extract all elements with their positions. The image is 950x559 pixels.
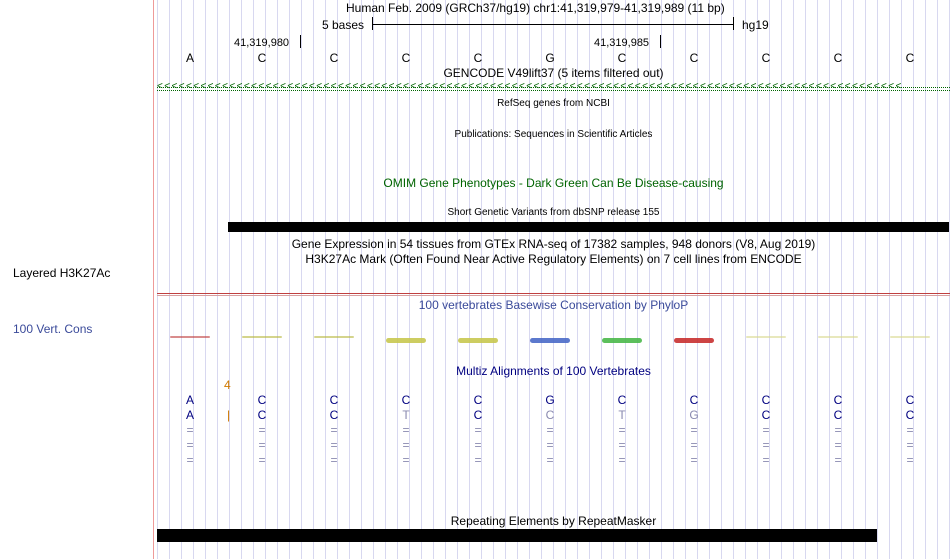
phylop-logo [170, 336, 210, 338]
conserved-base-marker: = [258, 453, 266, 467]
gencode-strand-arrows: <<<<<<<<<<<<<<<<<<<<<<<<<<<<<<<<<<<<<<<<<<<<<<<<<<<<<<<<<<<<<<<<<<<<<<<<<<<<<<<<<<<<<<<<<<<<<<<<<<<<<<< [157, 81, 903, 92]
conserved-base-marker: = [474, 423, 482, 437]
reference-base: C [761, 51, 771, 65]
rhesus-base: C [905, 408, 915, 422]
conserved-base-marker: = [258, 438, 266, 452]
rhesus-base: A [185, 408, 194, 422]
phylop-logo [818, 336, 858, 338]
ruler-tick-1 [300, 35, 301, 48]
assembly-position: Human Feb. 2009 (GRCh37/hg19) chr1:41,319,979-41,319,989 (11 bp) [346, 1, 725, 15]
human-base: C [473, 393, 483, 407]
scale-bar-label: 5 bases [322, 18, 365, 32]
phylop-top-line-2 [157, 295, 950, 296]
scale-bar-right-tick [733, 17, 734, 30]
conserved-base-marker: = [690, 438, 698, 452]
reference-base: C [833, 51, 843, 65]
rhesus-base: C [257, 408, 267, 422]
human-base: C [761, 393, 771, 407]
gencode-track-title: GENCODE V49lift37 (5 items filtered out) [443, 66, 664, 80]
phylop-logo [386, 338, 426, 343]
conserved-base-marker: = [618, 423, 626, 437]
phylop-logo [602, 338, 642, 343]
ruler-pos-1: 41,319,980 [234, 37, 290, 49]
conserved-base-marker: = [402, 423, 410, 437]
conserved-base-marker: = [690, 453, 698, 467]
conserved-base-marker: = [762, 438, 770, 452]
reference-base: C [473, 51, 483, 65]
dbsnp-feature[interactable] [228, 222, 949, 232]
reference-base: A [185, 51, 194, 65]
reference-base: C [401, 51, 411, 65]
repeatmasker-feature[interactable] [157, 529, 877, 542]
conserved-base-marker: = [618, 453, 626, 467]
conserved-base-marker: = [186, 438, 194, 452]
pubs-track-title: Publications: Sequences in Scientific Articles [454, 129, 653, 140]
conserved-base-marker: = [690, 423, 698, 437]
phylop-logo [530, 338, 570, 343]
conserved-base-marker: = [330, 438, 338, 452]
conserved-base-marker: = [402, 438, 410, 452]
conserved-base-marker: = [618, 438, 626, 452]
human-base: G [545, 393, 555, 407]
conserved-base-marker: = [906, 423, 914, 437]
rhesus-base: T [402, 408, 410, 422]
rhesus-base: C [761, 408, 771, 422]
conserved-base-marker: = [330, 423, 338, 437]
reference-base: C [617, 51, 627, 65]
conserved-base-marker: = [546, 438, 554, 452]
refseq-track-title: RefSeq genes from NCBI [497, 98, 610, 109]
phylop-logo [314, 336, 354, 338]
conserved-base-marker: = [906, 453, 914, 467]
human-base: C [833, 393, 843, 407]
conserved-base-marker: = [834, 423, 842, 437]
rhesus-base: C [833, 408, 843, 422]
h3k27ac-track-title: H3K27Ac Mark (Often Found Near Active Regulatory Elements) on 7 cell lines from ENCODE [305, 252, 802, 266]
reference-base: G [545, 51, 555, 65]
phylop-logo [890, 336, 930, 338]
reference-base: C [689, 51, 699, 65]
human-base: C [401, 393, 411, 407]
human-base: A [185, 393, 194, 407]
reference-base: C [257, 51, 267, 65]
phylop-top-line [157, 293, 950, 294]
phylop-logo [746, 336, 786, 338]
gap-count: 4 [224, 378, 231, 392]
conserved-base-marker: = [474, 453, 482, 467]
label-vert-cons[interactable]: 100 Vert. Cons [13, 322, 93, 336]
conserved-base-marker: = [762, 423, 770, 437]
rhesus-base: G [689, 408, 699, 422]
conserved-base-marker: = [402, 453, 410, 467]
repeatmasker-track-title: Repeating Elements by RepeatMasker [450, 514, 657, 528]
conserved-base-marker: = [906, 438, 914, 452]
phylop-logo [458, 338, 498, 343]
scale-db: hg19 [742, 18, 769, 32]
ruler-pos-2: 41,319,985 [594, 37, 650, 49]
gtex-track-title: Gene Expression in 54 tissues from GTEx RNA-seq of 17382 samples, 948 donors (V8, Aug 2019) [291, 237, 816, 251]
human-base: C [257, 393, 267, 407]
multiz-track-title: Multiz Alignments of 100 Vertebrates [456, 364, 651, 378]
conserved-base-marker: = [834, 438, 842, 452]
rhesus-base: C [329, 408, 339, 422]
scale-bar [372, 24, 733, 25]
phylop-logo [674, 338, 714, 343]
reference-base: C [329, 51, 339, 65]
human-base: C [905, 393, 915, 407]
conserved-base-marker: = [546, 423, 554, 437]
rhesus-insertion-marker: | [227, 408, 231, 422]
phylop-track-title: 100 vertebrates Basewise Conservation by PhyloP [418, 298, 689, 312]
human-base: C [329, 393, 339, 407]
conserved-base-marker: = [258, 423, 266, 437]
ruler-tick-2 [660, 35, 661, 48]
conserved-base-marker: = [546, 453, 554, 467]
dbsnp-track-title: Short Genetic Variants from dbSNP release 155 [447, 207, 660, 218]
human-base: C [617, 393, 627, 407]
conserved-base-marker: = [762, 453, 770, 467]
conserved-base-marker: = [186, 453, 194, 467]
rhesus-base: C [473, 408, 483, 422]
reference-base: C [905, 51, 915, 65]
rhesus-base: T [618, 408, 626, 422]
conserved-base-marker: = [834, 453, 842, 467]
omim-track-title: OMIM Gene Phenotypes - Dark Green Can Be Disease-causing [383, 176, 724, 190]
label-h3k27ac[interactable]: Layered H3K27Ac [13, 266, 111, 280]
conserved-base-marker: = [474, 438, 482, 452]
phylop-logo [242, 336, 282, 338]
conserved-base-marker: = [186, 423, 194, 437]
human-base: C [689, 393, 699, 407]
conserved-base-marker: = [330, 453, 338, 467]
track-labels-panel [0, 0, 153, 559]
rhesus-base: C [545, 408, 555, 422]
